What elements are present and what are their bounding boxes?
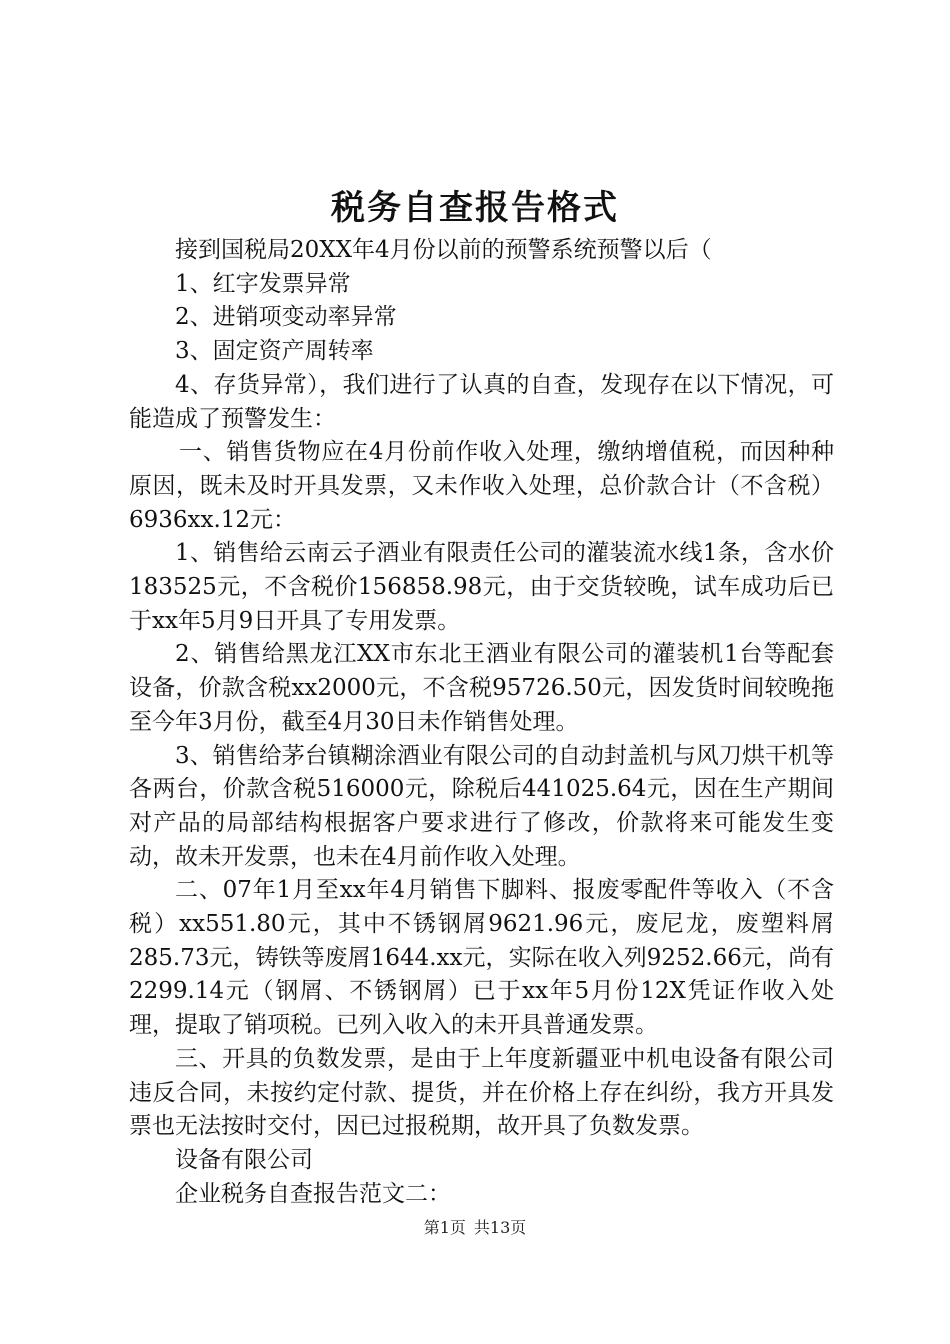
paragraph: 1、红字发票异常 [175, 270, 351, 297]
paragraph: 2、进销项变动率异常 [175, 304, 397, 331]
document-body [129, 234, 834, 1211]
paragraph: 3、固定资产周转率 [175, 338, 374, 365]
document-title: 税务自查报告格式 [331, 188, 619, 228]
paragraph: 企业税务自查报告范文二： [175, 1180, 451, 1207]
paragraph: 2、销售给黑龙江XX市东北王酒业有限公司的灌装机1台等配套设备，价款含税xx2000元，不含税95726.50元，因发货时间较晚拖至今年3月份，截至4月30日未作销售处理。 [129, 641, 834, 735]
page-total: 共13页 [473, 1218, 527, 1237]
page-number: 第1页 [423, 1218, 466, 1237]
paragraph: 接到国税局20XX年4月份以前的预警系统预警以后（ [175, 237, 712, 263]
paragraph: 设备有限公司 [175, 1146, 313, 1173]
paragraph: 3、销售给茅台镇糊涂酒业有限公司的自动封盖机与风刀烘干机等各两台，价款含税516000元，除税后441025.64元，因在生产期间对产品的局部结构根据客户要求进行了修改，价款将来可能发生变动，故未开发票，也未在4月前作收入处理。 [129, 742, 834, 870]
paragraph: 一、销售货物应在4月份前作收入处理，缴纳增值税，而因种种原因，既未及时开具发票，又未作收入处理，总价款合计（不含税）6936xx.12元： [129, 439, 834, 533]
paragraph: 4、存货异常），我们进行了认真的自查，发现存在以下情况，可能造成了预警发生： [129, 371, 834, 432]
paragraph: 二、07年1月至xx年4月销售下脚料、报废零配件等收入（不含税）xx551.80元，其中不锈钢屑9621.96元，废尼龙，废塑料屑285.73元，铸铁等废屑1644.xx元，实际在收入列9252.66元，尚有2299.14元（钢屑、不锈钢屑）已于xx年5月份12X凭证作收入处理，提取了销项税。已列入收入的未开具普通发票。 [129, 877, 834, 1039]
paragraph: 三、开具的负数发票，是由于上年度新疆亚中机电设备有限公司违反合同，未按约定付款、提货，并在价格上存在纠纷，我方开具发票也无法按时交付，因已过报税期，故开具了负数发票。 [129, 1045, 834, 1140]
paragraph: 1、销售给云南云子酒业有限责任公司的灌装流水线1条，含水价183525元，不含税价156858.98元，由于交货较晚，试车成功后已于xx年5月9日开具了专用发票。 [129, 540, 834, 634]
page-footer [0, 1217, 950, 1239]
